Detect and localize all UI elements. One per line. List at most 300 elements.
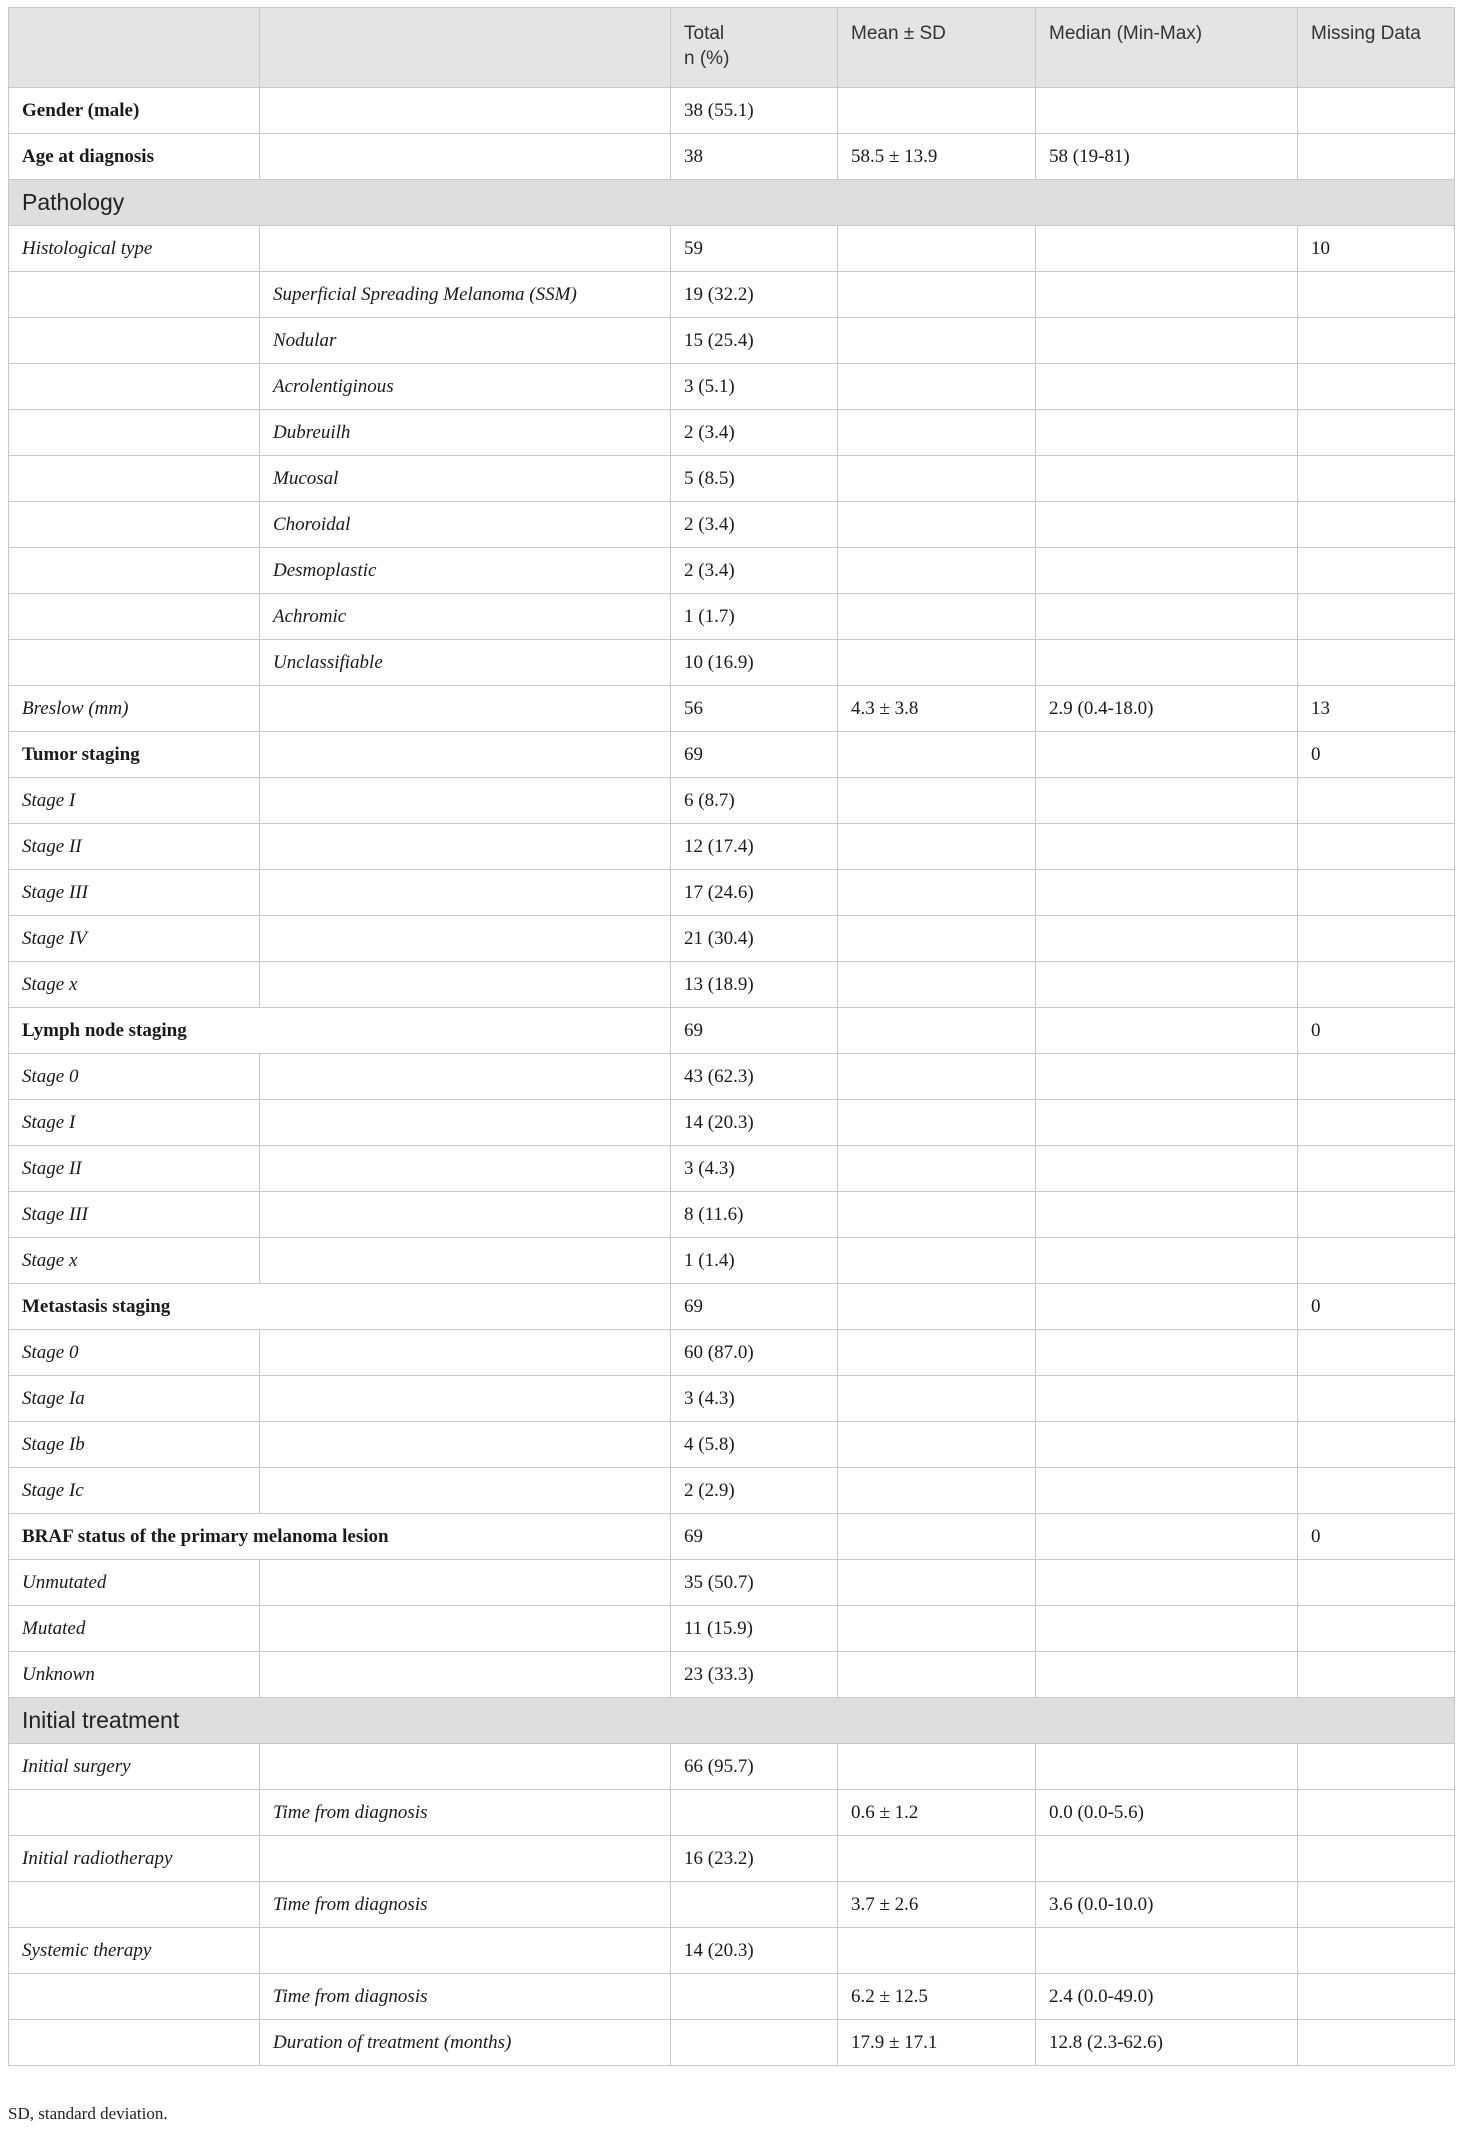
table-row (9, 1836, 1455, 1882)
mean-sd-cell: 6.2 ± 12.5 (838, 1974, 1036, 2020)
row-sublabel: Duration of treatment (months) (260, 2020, 671, 2066)
row-sublabel-empty (260, 962, 671, 1008)
median-range-cell (1036, 1192, 1298, 1238)
table-row (9, 594, 1455, 640)
table-row (9, 2020, 1455, 2066)
header-mean: Mean ± SD (838, 8, 1036, 88)
median-range-cell (1036, 732, 1298, 778)
mean-sd-cell (838, 1284, 1036, 1330)
total-cell: 60 (87.0) (671, 1330, 838, 1376)
total-cell (671, 1974, 838, 2020)
row-sublabel-empty (260, 1192, 671, 1238)
table-row (9, 778, 1455, 824)
missing-data-cell (1298, 134, 1455, 180)
section-header-row (9, 180, 1455, 226)
mean-sd-cell (838, 870, 1036, 916)
table-row (9, 1008, 1455, 1054)
total-cell: 12 (17.4) (671, 824, 838, 870)
row-sublabel-empty (260, 1100, 671, 1146)
row-sublabel: Mucosal (260, 456, 671, 502)
table-row (9, 1146, 1455, 1192)
median-range-cell (1036, 502, 1298, 548)
row-sublabel: Nodular (260, 318, 671, 364)
median-range-cell (1036, 272, 1298, 318)
row-label: Stage 0 (9, 1054, 260, 1100)
row-sublabel: Time from diagnosis (260, 1882, 671, 1928)
median-range-cell (1036, 1284, 1298, 1330)
total-cell: 69 (671, 1284, 838, 1330)
mean-sd-cell (838, 1192, 1036, 1238)
row-label-empty (9, 1974, 260, 2020)
missing-data-cell: 0 (1298, 1008, 1455, 1054)
row-sublabel: Superficial Spreading Melanoma (SSM) (260, 272, 671, 318)
mean-sd-cell (838, 502, 1036, 548)
missing-data-cell (1298, 318, 1455, 364)
row-label-empty (9, 272, 260, 318)
table-row (9, 88, 1455, 134)
row-sublabel-empty (260, 1836, 671, 1882)
total-cell: 21 (30.4) (671, 916, 838, 962)
median-range-cell (1036, 1238, 1298, 1284)
mean-sd-cell (838, 1468, 1036, 1514)
total-cell (671, 2020, 838, 2066)
table-row (9, 640, 1455, 686)
row-sublabel-empty (260, 732, 671, 778)
row-label: Stage I (9, 1100, 260, 1146)
missing-data-cell: 0 (1298, 1284, 1455, 1330)
table-row (9, 134, 1455, 180)
row-label: Histological type (9, 226, 260, 272)
mean-sd-cell (838, 1100, 1036, 1146)
total-cell: 8 (11.6) (671, 1192, 838, 1238)
table-row (9, 870, 1455, 916)
table-row (9, 732, 1455, 778)
row-sublabel: Dubreuilh (260, 410, 671, 456)
section-header-row (9, 1698, 1455, 1744)
median-range-cell (1036, 1928, 1298, 1974)
header-missing: Missing Data (1298, 8, 1455, 88)
missing-data-cell (1298, 640, 1455, 686)
total-cell: 59 (671, 226, 838, 272)
row-label: Stage x (9, 962, 260, 1008)
row-label: Stage II (9, 1146, 260, 1192)
table-row (9, 1560, 1455, 1606)
missing-data-cell (1298, 1468, 1455, 1514)
median-range-cell (1036, 870, 1298, 916)
mean-sd-cell: 0.6 ± 1.2 (838, 1790, 1036, 1836)
median-range-cell (1036, 410, 1298, 456)
mean-sd-cell (838, 1376, 1036, 1422)
table-row (9, 548, 1455, 594)
header-label-col (9, 8, 260, 88)
table-row (9, 962, 1455, 1008)
row-sublabel-empty (260, 686, 671, 732)
row-label: Tumor staging (9, 732, 260, 778)
total-cell: 14 (20.3) (671, 1100, 838, 1146)
row-sublabel-empty (260, 824, 671, 870)
mean-sd-cell (838, 272, 1036, 318)
missing-data-cell (1298, 1836, 1455, 1882)
missing-data-cell (1298, 410, 1455, 456)
table-row (9, 410, 1455, 456)
row-label: Lymph node staging (9, 1008, 671, 1054)
total-cell: 35 (50.7) (671, 1560, 838, 1606)
missing-data-cell (1298, 1100, 1455, 1146)
header-median: Median (Min-Max) (1036, 8, 1298, 88)
missing-data-cell (1298, 1330, 1455, 1376)
mean-sd-cell (838, 1422, 1036, 1468)
mean-sd-cell (838, 548, 1036, 594)
total-cell: 16 (23.2) (671, 1836, 838, 1882)
row-sublabel-empty (260, 916, 671, 962)
mean-sd-cell (838, 1744, 1036, 1790)
section-title: Pathology (9, 180, 1455, 226)
missing-data-cell (1298, 1422, 1455, 1468)
missing-data-cell (1298, 1054, 1455, 1100)
median-range-cell (1036, 1146, 1298, 1192)
missing-data-cell (1298, 1606, 1455, 1652)
row-label: BRAF status of the primary melanoma lesion (9, 1514, 671, 1560)
total-cell: 3 (4.3) (671, 1146, 838, 1192)
total-cell: 2 (3.4) (671, 502, 838, 548)
row-label-empty (9, 502, 260, 548)
missing-data-cell (1298, 1146, 1455, 1192)
missing-data-cell (1298, 594, 1455, 640)
mean-sd-cell (838, 1928, 1036, 1974)
median-range-cell (1036, 1376, 1298, 1422)
table-row (9, 502, 1455, 548)
table-row (9, 824, 1455, 870)
total-cell: 15 (25.4) (671, 318, 838, 364)
row-sublabel-empty (260, 1744, 671, 1790)
table-body (9, 88, 1455, 2066)
row-sublabel-empty (260, 1422, 671, 1468)
table-row (9, 1606, 1455, 1652)
median-range-cell (1036, 640, 1298, 686)
missing-data-cell (1298, 1238, 1455, 1284)
table-row (9, 686, 1455, 732)
median-range-cell (1036, 1652, 1298, 1698)
mean-sd-cell (838, 318, 1036, 364)
row-label: Stage III (9, 870, 260, 916)
mean-sd-cell (838, 88, 1036, 134)
total-cell: 10 (16.9) (671, 640, 838, 686)
row-sublabel: Desmoplastic (260, 548, 671, 594)
table-header-row (9, 8, 1455, 88)
header-sublabel-col (260, 8, 671, 88)
data-table-container (8, 7, 1454, 2066)
row-sublabel-empty (260, 1468, 671, 1514)
missing-data-cell (1298, 778, 1455, 824)
median-range-cell (1036, 548, 1298, 594)
mean-sd-cell (838, 1238, 1036, 1284)
missing-data-cell (1298, 272, 1455, 318)
table-row (9, 226, 1455, 272)
missing-data-cell: 0 (1298, 1514, 1455, 1560)
row-sublabel-empty (260, 226, 671, 272)
median-range-cell (1036, 1100, 1298, 1146)
row-sublabel-empty (260, 88, 671, 134)
table-row (9, 1744, 1455, 1790)
mean-sd-cell (838, 1652, 1036, 1698)
total-cell: 17 (24.6) (671, 870, 838, 916)
mean-sd-cell (838, 364, 1036, 410)
header-total-line2: n (%) (684, 48, 730, 69)
median-range-cell (1036, 1468, 1298, 1514)
row-label: Age at diagnosis (9, 134, 260, 180)
table-row (9, 1376, 1455, 1422)
missing-data-cell: 10 (1298, 226, 1455, 272)
median-range-cell: 2.4 (0.0-49.0) (1036, 1974, 1298, 2020)
median-range-cell (1036, 594, 1298, 640)
median-range-cell (1036, 1330, 1298, 1376)
missing-data-cell (1298, 1882, 1455, 1928)
row-sublabel: Choroidal (260, 502, 671, 548)
median-range-cell (1036, 226, 1298, 272)
missing-data-cell (1298, 2020, 1455, 2066)
mean-sd-cell (838, 456, 1036, 502)
mean-sd-cell (838, 962, 1036, 1008)
row-sublabel: Time from diagnosis (260, 1974, 671, 2020)
mean-sd-cell (838, 410, 1036, 456)
table-row (9, 1284, 1455, 1330)
row-sublabel-empty (260, 1238, 671, 1284)
missing-data-cell (1298, 1192, 1455, 1238)
mean-sd-cell (838, 732, 1036, 778)
mean-sd-cell: 58.5 ± 13.9 (838, 134, 1036, 180)
mean-sd-cell (838, 916, 1036, 962)
median-range-cell (1036, 916, 1298, 962)
median-range-cell (1036, 824, 1298, 870)
header-total-line1: Total (684, 23, 725, 44)
median-range-cell (1036, 1836, 1298, 1882)
row-label-empty (9, 410, 260, 456)
missing-data-cell (1298, 364, 1455, 410)
missing-data-cell (1298, 1790, 1455, 1836)
missing-data-cell (1298, 1744, 1455, 1790)
total-cell: 56 (671, 686, 838, 732)
row-label: Initial radiotherapy (9, 1836, 260, 1882)
missing-data-cell (1298, 962, 1455, 1008)
row-label: Stage Ic (9, 1468, 260, 1514)
total-cell: 69 (671, 1514, 838, 1560)
row-label-empty (9, 364, 260, 410)
total-cell: 69 (671, 1008, 838, 1054)
row-sublabel: Achromic (260, 594, 671, 640)
missing-data-cell (1298, 870, 1455, 916)
table-row (9, 1100, 1455, 1146)
row-sublabel-empty (260, 1606, 671, 1652)
total-cell: 38 (55.1) (671, 88, 838, 134)
total-cell: 2 (3.4) (671, 410, 838, 456)
mean-sd-cell (838, 1836, 1036, 1882)
table-row (9, 1882, 1455, 1928)
row-sublabel-empty (260, 1928, 671, 1974)
row-label: Initial surgery (9, 1744, 260, 1790)
table-row (9, 1422, 1455, 1468)
table-row (9, 1652, 1455, 1698)
median-range-cell (1036, 962, 1298, 1008)
mean-sd-cell (838, 824, 1036, 870)
table-row (9, 1514, 1455, 1560)
mean-sd-cell (838, 1008, 1036, 1054)
row-label-empty (9, 640, 260, 686)
median-range-cell: 12.8 (2.3-62.6) (1036, 2020, 1298, 2066)
row-label: Stage I (9, 778, 260, 824)
header-total (671, 8, 838, 88)
missing-data-cell (1298, 1974, 1455, 2020)
total-cell: 13 (18.9) (671, 962, 838, 1008)
median-range-cell: 58 (19-81) (1036, 134, 1298, 180)
missing-data-cell: 0 (1298, 732, 1455, 778)
row-label-empty (9, 1790, 260, 1836)
total-cell: 4 (5.8) (671, 1422, 838, 1468)
median-range-cell (1036, 364, 1298, 410)
row-sublabel: Unclassifiable (260, 640, 671, 686)
total-cell: 1 (1.4) (671, 1238, 838, 1284)
missing-data-cell (1298, 1928, 1455, 1974)
mean-sd-cell (838, 226, 1036, 272)
row-label-empty (9, 594, 260, 640)
missing-data-cell (1298, 916, 1455, 962)
row-sublabel-empty (260, 1376, 671, 1422)
mean-sd-cell (838, 1560, 1036, 1606)
total-cell (671, 1790, 838, 1836)
row-sublabel: Time from diagnosis (260, 1790, 671, 1836)
row-sublabel-empty (260, 134, 671, 180)
section-title: Initial treatment (9, 1698, 1455, 1744)
total-cell: 3 (4.3) (671, 1376, 838, 1422)
row-label: Gender (male) (9, 88, 260, 134)
row-label: Unmutated (9, 1560, 260, 1606)
total-cell: 2 (3.4) (671, 548, 838, 594)
table-row (9, 1330, 1455, 1376)
median-range-cell: 3.6 (0.0-10.0) (1036, 1882, 1298, 1928)
missing-data-cell: 13 (1298, 686, 1455, 732)
median-range-cell (1036, 1744, 1298, 1790)
missing-data-cell (1298, 502, 1455, 548)
table-row (9, 1054, 1455, 1100)
median-range-cell: 2.9 (0.4-18.0) (1036, 686, 1298, 732)
missing-data-cell (1298, 1652, 1455, 1698)
total-cell: 6 (8.7) (671, 778, 838, 824)
total-cell: 2 (2.9) (671, 1468, 838, 1514)
median-range-cell (1036, 1606, 1298, 1652)
table-row (9, 1974, 1455, 2020)
row-label: Systemic therapy (9, 1928, 260, 1974)
mean-sd-cell (838, 1146, 1036, 1192)
mean-sd-cell (838, 778, 1036, 824)
total-cell: 3 (5.1) (671, 364, 838, 410)
total-cell: 11 (15.9) (671, 1606, 838, 1652)
total-cell: 38 (671, 134, 838, 180)
mean-sd-cell (838, 594, 1036, 640)
missing-data-cell (1298, 1376, 1455, 1422)
row-sublabel-empty (260, 1146, 671, 1192)
median-range-cell (1036, 1422, 1298, 1468)
median-range-cell (1036, 1560, 1298, 1606)
row-label: Stage Ib (9, 1422, 260, 1468)
table-row (9, 1192, 1455, 1238)
row-label-empty (9, 548, 260, 594)
row-label-empty (9, 1882, 260, 1928)
median-range-cell (1036, 456, 1298, 502)
table-row (9, 456, 1455, 502)
median-range-cell (1036, 778, 1298, 824)
median-range-cell (1036, 318, 1298, 364)
row-label: Mutated (9, 1606, 260, 1652)
missing-data-cell (1298, 456, 1455, 502)
median-range-cell (1036, 88, 1298, 134)
row-label: Breslow (mm) (9, 686, 260, 732)
table-row (9, 1468, 1455, 1514)
row-label: Stage II (9, 824, 260, 870)
row-sublabel-empty (260, 1652, 671, 1698)
total-cell: 14 (20.3) (671, 1928, 838, 1974)
missing-data-cell (1298, 824, 1455, 870)
row-sublabel-empty (260, 870, 671, 916)
total-cell: 66 (95.7) (671, 1744, 838, 1790)
table-row (9, 364, 1455, 410)
row-label: Stage Ia (9, 1376, 260, 1422)
patient-characteristics-table (8, 7, 1455, 2066)
table-row (9, 916, 1455, 962)
row-label-empty (9, 318, 260, 364)
table-footnote: SD, standard deviation. (8, 2104, 168, 2123)
row-label: Unknown (9, 1652, 260, 1698)
total-cell: 23 (33.3) (671, 1652, 838, 1698)
row-label: Stage III (9, 1192, 260, 1238)
mean-sd-cell (838, 1330, 1036, 1376)
median-range-cell (1036, 1054, 1298, 1100)
total-cell: 69 (671, 732, 838, 778)
total-cell: 19 (32.2) (671, 272, 838, 318)
row-sublabel-empty (260, 1054, 671, 1100)
row-label: Stage IV (9, 916, 260, 962)
table-row (9, 1790, 1455, 1836)
missing-data-cell (1298, 1560, 1455, 1606)
table-row (9, 272, 1455, 318)
missing-data-cell (1298, 88, 1455, 134)
median-range-cell (1036, 1514, 1298, 1560)
row-sublabel-empty (260, 1560, 671, 1606)
median-range-cell: 0.0 (0.0-5.6) (1036, 1790, 1298, 1836)
row-sublabel: Acrolentiginous (260, 364, 671, 410)
row-sublabel-empty (260, 1330, 671, 1376)
table-row (9, 318, 1455, 364)
mean-sd-cell: 17.9 ± 17.1 (838, 2020, 1036, 2066)
row-sublabel-empty (260, 778, 671, 824)
table-row (9, 1928, 1455, 1974)
missing-data-cell (1298, 548, 1455, 594)
row-label: Stage x (9, 1238, 260, 1284)
row-label: Metastasis staging (9, 1284, 671, 1330)
row-label-empty (9, 2020, 260, 2066)
row-label: Stage 0 (9, 1330, 260, 1376)
total-cell: 1 (1.7) (671, 594, 838, 640)
total-cell (671, 1882, 838, 1928)
table-row (9, 1238, 1455, 1284)
total-cell: 43 (62.3) (671, 1054, 838, 1100)
mean-sd-cell (838, 1606, 1036, 1652)
total-cell: 5 (8.5) (671, 456, 838, 502)
mean-sd-cell (838, 640, 1036, 686)
row-label-empty (9, 456, 260, 502)
mean-sd-cell (838, 1054, 1036, 1100)
median-range-cell (1036, 1008, 1298, 1054)
mean-sd-cell: 3.7 ± 2.6 (838, 1882, 1036, 1928)
mean-sd-cell (838, 1514, 1036, 1560)
